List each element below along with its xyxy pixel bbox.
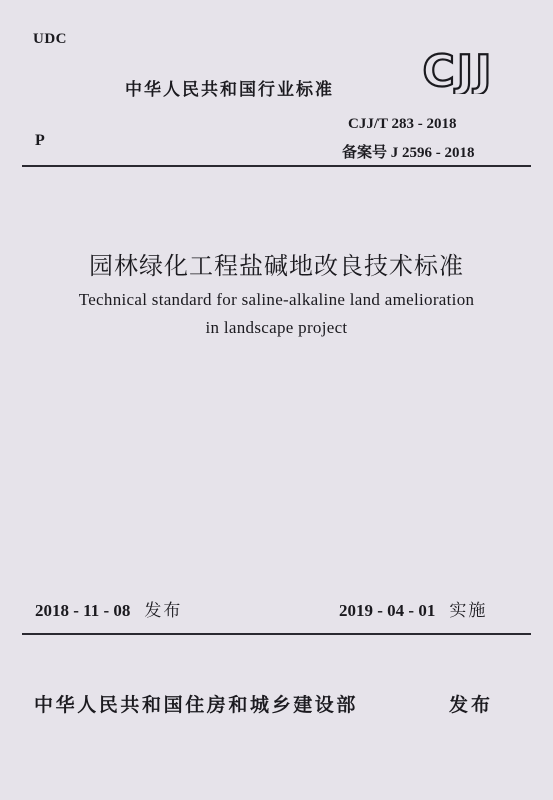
top-divider <box>22 165 531 167</box>
svg-text:CJJ: CJJ <box>422 46 494 94</box>
title-english-line2: in landscape project <box>205 318 348 337</box>
cjj-logo <box>402 44 514 94</box>
bottom-divider <box>22 633 531 635</box>
classification-code: P <box>35 132 45 149</box>
issue-label: 发布 <box>144 601 183 621</box>
title-english-line1: Technical standard for saline-alkaline land amelioration <box>78 290 475 309</box>
issue-date: 2018 - 11 - 08 <box>35 601 131 620</box>
filing-number: 备案号 J 2596 - 2018 <box>342 145 475 161</box>
standard-number: CJJ/T 283 - 2018 <box>348 116 457 132</box>
publisher-name: 中华人民共和国住房和城乡建设部 <box>34 694 359 716</box>
implement-date-line <box>339 596 487 621</box>
implement-date: 2019 - 04 - 01 <box>339 601 436 620</box>
issue-date-line <box>35 596 182 621</box>
industry-standard-heading: 中华人民共和国行业标准 <box>125 80 334 100</box>
publish-label: 发布 <box>449 694 494 716</box>
title-chinese: 园林绿化工程盐碱地改良技术标准 <box>89 252 464 280</box>
implement-label: 实施 <box>449 601 488 621</box>
udc-label: UDC <box>33 31 67 47</box>
